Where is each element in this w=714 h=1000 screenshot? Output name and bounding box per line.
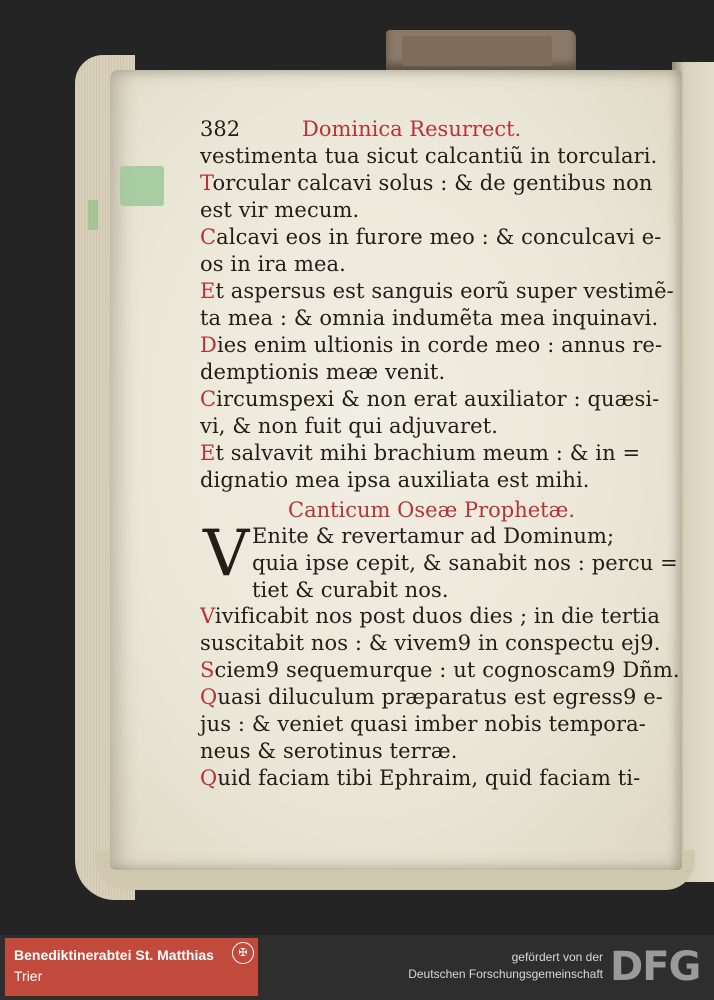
text-line — [200, 171, 652, 195]
institution-name: Benediktinerabtei St. Matthias — [14, 947, 214, 963]
dfg-logo[interactable]: DFG — [610, 944, 701, 990]
text-line — [200, 658, 680, 682]
line-text: alcavi eos in furore meo : & conculcavi e- — [216, 225, 662, 249]
text-line — [200, 360, 445, 384]
text-line — [200, 712, 646, 736]
green-edge-marker — [88, 200, 98, 230]
text-line — [200, 198, 359, 222]
rubric-initial: C — [200, 225, 217, 249]
line-text: vestimenta tua sicut calcantiũ in torculari. — [200, 144, 658, 168]
text-line — [200, 685, 663, 709]
funding-line-2: Deutschen Forschungsgemeinschaft — [408, 967, 603, 981]
line-text: neus & serotinus terræ. — [200, 739, 458, 763]
line-text: ircumspexi & non erat auxiliator : quæsi- — [216, 387, 660, 411]
institution-place: Trier — [14, 968, 43, 984]
text-line — [200, 739, 458, 763]
line-text: uasi diluculum præparatus est egress9 e- — [217, 685, 663, 709]
funding-line-1: gefördert von der — [511, 950, 603, 964]
text-line — [200, 306, 658, 330]
abbey-logo-icon: ✠ — [232, 942, 254, 964]
rubric-initial: C — [200, 387, 217, 411]
line-text: t aspersus est sanguis eorũ super vestimẽ- — [215, 279, 674, 303]
rubric-initial: S — [200, 658, 215, 682]
rubric-initial: V — [200, 604, 215, 628]
running-header: Dominica Resurrect. — [302, 117, 522, 141]
line-text: vi, & non fuit qui adjuvaret. — [200, 414, 499, 438]
line-text: ivificabit nos post duos dies ; in die tertia — [214, 604, 660, 628]
line-text: tiet & curabit nos. — [252, 578, 449, 602]
text-line — [200, 441, 640, 465]
text-line — [200, 387, 659, 411]
page-number: 382 — [200, 117, 241, 141]
line-text: est vir mecum. — [200, 198, 360, 222]
canticle-title: Canticum Oseæ Prophetæ. — [288, 498, 576, 522]
rubric-initial: D — [200, 333, 217, 357]
text-line — [200, 604, 660, 628]
decorated-initial: V — [203, 517, 250, 591]
rubric-initial: Q — [200, 685, 218, 709]
rubric-initial: T — [200, 171, 213, 195]
line-text: os in ira mea. — [200, 252, 346, 276]
green-page-marker — [120, 166, 164, 206]
text-line — [200, 279, 674, 303]
line-text: ies enim ultionis in corde meo : annus re- — [216, 333, 663, 357]
rubric-initial: E — [200, 441, 216, 465]
line-text: ta mea : & omnia indumẽta mea inquinavi. — [200, 306, 659, 330]
line-text: t salvavit mihi brachium meum : & in = — [215, 441, 641, 465]
text-line — [200, 144, 657, 168]
line-text: orcular calcavi solus : & de gentibus non — [212, 171, 653, 195]
line-text: Enite & revertamur ad Dominum; — [252, 524, 615, 548]
line-text: suscitabit nos : & vivem9 in conspectu ej9. — [200, 631, 661, 655]
rubric-initial: E — [200, 279, 216, 303]
line-text: quia ipse cepit, & sanabit nos : percu = — [252, 551, 678, 575]
text-line — [200, 468, 590, 492]
line-text: demptionis meæ venit. — [200, 360, 446, 384]
text-line — [200, 225, 661, 249]
text-line — [252, 578, 449, 602]
text-line — [200, 631, 661, 655]
line-text: jus : & veniet quasi imber nobis tempora- — [200, 712, 646, 736]
text-line — [252, 551, 678, 575]
text-line — [200, 252, 346, 276]
text-line — [200, 766, 640, 790]
text-line — [252, 524, 614, 548]
bookmark-tab-inner — [402, 36, 552, 66]
text-line — [200, 414, 498, 438]
line-text: uid faciam tibi Ephraim, quid faciam ti- — [217, 766, 641, 790]
rubric-initial: Q — [200, 766, 218, 790]
text-line — [200, 333, 662, 357]
line-text: dignatio mea ipsa auxiliata est mihi. — [200, 468, 590, 492]
line-text: ciem9 sequemurque : ut cognoscam9 Dñm. — [214, 658, 680, 682]
